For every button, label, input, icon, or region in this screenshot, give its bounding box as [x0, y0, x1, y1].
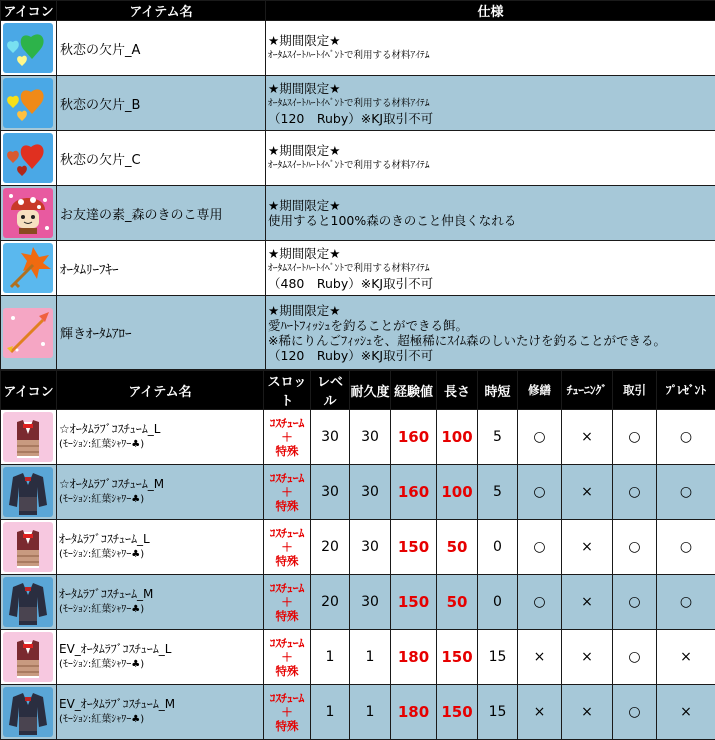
spec-line: ★期間限定★	[268, 143, 715, 158]
motion-name: (ﾓｰｼｮﾝ:紅葉ｼｬﾜｰ♣)	[59, 547, 263, 563]
repair-cell: ○	[518, 465, 562, 520]
costume-stats-table	[0, 370, 715, 740]
arrow-icon	[3, 308, 53, 358]
slot-line: ＋	[264, 650, 310, 664]
present-cell: ○	[657, 520, 715, 575]
icon-cell	[1, 630, 57, 685]
table-header	[1, 371, 715, 410]
slot-line: ＋	[264, 540, 310, 554]
repair-cell: ×	[518, 685, 562, 740]
len-cell: 50	[437, 520, 478, 575]
present-cell: ○	[657, 575, 715, 630]
spec-line: （480 Ruby）※KJ取引不可	[268, 276, 715, 291]
header-col-9: ﾁｭｰﾆﾝｸﾞ	[562, 371, 613, 410]
costume-name: ｵｰﾀﾑﾗﾌﾞｺｽﾁｭｰﾑ_M	[59, 586, 263, 602]
costume-name: ☆ｵｰﾀﾑﾗﾌﾞｺｽﾁｭｰﾑ_M	[59, 476, 263, 492]
mushroom-icon	[3, 188, 53, 238]
slot-line: ｺｽﾁｭｰﾑ	[264, 471, 310, 485]
tune-cell: ×	[562, 630, 613, 685]
spec-line: （120 Ruby）※KJ取引不可	[268, 111, 715, 126]
header-col-0: アイコン	[1, 371, 57, 410]
slot-line: ｺｽﾁｭｰﾑ	[264, 691, 310, 705]
item-name	[57, 465, 264, 520]
len-cell: 150	[437, 630, 478, 685]
spec-line: ★期間限定★	[268, 198, 715, 213]
spec-line: ｵｰﾀﾑｽｲｰﾄﾊｰﾄｲﾍﾞﾝﾄで利用する材料ｱｲﾃﾑ	[268, 158, 715, 173]
len-cell: 50	[437, 575, 478, 630]
header-col-10: 取引	[613, 371, 657, 410]
item-name: 秋恋の欠片_C	[57, 131, 266, 186]
item-name: お友達の素_森のきのこ専用	[57, 186, 266, 241]
spec-line: ★期間限定★	[268, 81, 715, 96]
costume-name: EV_ｵｰﾀﾑﾗﾌﾞｺｽﾁｭｰﾑ_L	[59, 641, 263, 657]
slot-cell	[264, 685, 311, 740]
time-cell: 5	[478, 465, 518, 520]
item-spec	[266, 76, 715, 131]
exp-cell: 160	[391, 465, 437, 520]
dur-cell: 30	[350, 575, 391, 630]
header-col-3: レベル	[311, 371, 350, 410]
icon-cell	[1, 76, 57, 131]
len-cell: 100	[437, 465, 478, 520]
tune-cell: ×	[562, 410, 613, 465]
item-spec	[266, 241, 715, 296]
table-row	[1, 685, 715, 740]
table-row	[1, 131, 715, 186]
slot-cell	[264, 630, 311, 685]
spec-line: ｵｰﾀﾑｽｲｰﾄﾊｰﾄｲﾍﾞﾝﾄで利用する材料ｱｲﾃﾑ	[268, 261, 715, 276]
table-row	[1, 296, 715, 370]
header-col-11: ﾌﾟﾚｾﾞﾝﾄ	[657, 371, 715, 410]
slot-line: 特殊	[264, 554, 310, 568]
item-name	[57, 630, 264, 685]
header-col-2: スロット	[264, 371, 311, 410]
motion-name: (ﾓｰｼｮﾝ:紅葉ｼｬﾜｰ♣)	[59, 492, 263, 508]
item-spec	[266, 296, 715, 370]
table-row	[1, 465, 715, 520]
slot-cell	[264, 520, 311, 575]
item-name: 秋恋の欠片_A	[57, 21, 266, 76]
header-col-6: 長さ	[437, 371, 478, 410]
header-item-name: アイテム名	[57, 1, 266, 21]
spec-line: 使用すると100%森のきのこと仲良くなれる	[268, 213, 715, 228]
dur-cell: 30	[350, 465, 391, 520]
table-row	[1, 186, 715, 241]
icon-cell	[1, 465, 57, 520]
exp-cell: 150	[391, 575, 437, 630]
table-row	[1, 630, 715, 685]
item-name	[57, 575, 264, 630]
slot-cell	[264, 410, 311, 465]
icon-cell	[1, 575, 57, 630]
tune-cell: ×	[562, 465, 613, 520]
slot-cell	[264, 465, 311, 520]
red-hearts-icon	[3, 133, 53, 183]
costume-name: ｵｰﾀﾑﾗﾌﾞｺｽﾁｭｰﾑ_L	[59, 531, 263, 547]
header-spec: 仕様	[266, 1, 715, 21]
pink-costume-icon	[3, 632, 53, 682]
header-col-8: 修繕	[518, 371, 562, 410]
len-cell: 100	[437, 410, 478, 465]
table-header	[1, 1, 715, 21]
icon-cell	[1, 131, 57, 186]
item-name: 輝きｵｰﾀﾑｱﾛｰ	[57, 296, 266, 370]
level-cell: 30	[311, 465, 350, 520]
slot-line: ＋	[264, 485, 310, 499]
dark-costume-icon	[3, 687, 53, 737]
table-row	[1, 575, 715, 630]
trade-cell: ○	[613, 685, 657, 740]
time-cell: 5	[478, 410, 518, 465]
icon-cell	[1, 21, 57, 76]
trade-cell: ○	[613, 410, 657, 465]
present-cell: ○	[657, 465, 715, 520]
costume-name: ☆ｵｰﾀﾑﾗﾌﾞｺｽﾁｭｰﾑ_L	[59, 421, 263, 437]
spec-line: ｵｰﾀﾑｽｲｰﾄﾊｰﾄｲﾍﾞﾝﾄで利用する材料ｱｲﾃﾑ	[268, 96, 715, 111]
exp-cell: 180	[391, 630, 437, 685]
spec-line: ※稀にりんごﾌｨｯｼｭを、超極稀にｽｲﾑ森のしいたけを釣ることができる。	[268, 333, 715, 348]
slot-line: 特殊	[264, 609, 310, 623]
slot-line: ｺｽﾁｭｰﾑ	[264, 416, 310, 430]
header-col-1: アイテム名	[57, 371, 264, 410]
icon-cell	[1, 685, 57, 740]
pink-costume-icon	[3, 522, 53, 572]
spec-line: ★期間限定★	[268, 246, 715, 261]
item-spec	[266, 21, 715, 76]
dur-cell: 30	[350, 520, 391, 575]
level-cell: 30	[311, 410, 350, 465]
time-cell: 15	[478, 630, 518, 685]
repair-cell: ○	[518, 410, 562, 465]
header-icon: アイコン	[1, 1, 57, 21]
time-cell: 15	[478, 685, 518, 740]
slot-line: ＋	[264, 595, 310, 609]
header-col-5: 経験値	[391, 371, 437, 410]
spec-line: ★期間限定★	[268, 33, 715, 48]
table-row	[1, 410, 715, 465]
item-name: 秋恋の欠片_B	[57, 76, 266, 131]
spec-line: 愛ﾊｰﾄﾌｨｯｼｭを釣ることができる餌。	[268, 318, 715, 333]
trade-cell: ○	[613, 575, 657, 630]
item-name	[57, 410, 264, 465]
level-cell: 20	[311, 575, 350, 630]
icon-cell	[1, 241, 57, 296]
slot-line: ｺｽﾁｭｰﾑ	[264, 636, 310, 650]
dur-cell: 30	[350, 410, 391, 465]
dark-costume-icon	[3, 467, 53, 517]
exp-cell: 160	[391, 410, 437, 465]
exp-cell: 150	[391, 520, 437, 575]
yellow-orange-hearts-icon	[3, 78, 53, 128]
pink-costume-icon	[3, 412, 53, 462]
repair-cell: ○	[518, 575, 562, 630]
dark-costume-icon	[3, 577, 53, 627]
present-cell: ×	[657, 630, 715, 685]
green-blue-hearts-icon	[3, 23, 53, 73]
present-cell: ○	[657, 410, 715, 465]
item-name: ｵｰﾀﾑﾘｰﾌｷｰ	[57, 241, 266, 296]
spec-line: ｵｰﾀﾑｽｲｰﾄﾊｰﾄｲﾍﾞﾝﾄで利用する材料ｱｲﾃﾑ	[268, 48, 715, 63]
slot-cell	[264, 575, 311, 630]
table-row	[1, 76, 715, 131]
icon-cell	[1, 520, 57, 575]
item-name	[57, 520, 264, 575]
len-cell: 150	[437, 685, 478, 740]
slot-line: 特殊	[264, 664, 310, 678]
spec-line: ★期間限定★	[268, 303, 715, 318]
present-cell: ×	[657, 685, 715, 740]
tune-cell: ×	[562, 575, 613, 630]
spec-line: （120 Ruby）※KJ取引不可	[268, 348, 715, 363]
costume-name: EV_ｵｰﾀﾑﾗﾌﾞｺｽﾁｭｰﾑ_M	[59, 696, 263, 712]
icon-cell	[1, 296, 57, 370]
slot-line: ＋	[264, 430, 310, 444]
header-col-7: 時短	[478, 371, 518, 410]
trade-cell: ○	[613, 520, 657, 575]
icon-cell	[1, 410, 57, 465]
autumn-leaf-key-icon	[3, 243, 53, 293]
time-cell: 0	[478, 575, 518, 630]
slot-line: 特殊	[264, 499, 310, 513]
time-cell: 0	[478, 520, 518, 575]
slot-line: 特殊	[264, 444, 310, 458]
level-cell: 1	[311, 685, 350, 740]
slot-line: ｺｽﾁｭｰﾑ	[264, 581, 310, 595]
motion-name: (ﾓｰｼｮﾝ:紅葉ｼｬﾜｰ♣)	[59, 437, 263, 453]
motion-name: (ﾓｰｼｮﾝ:紅葉ｼｬﾜｰ♣)	[59, 712, 263, 728]
exp-cell: 180	[391, 685, 437, 740]
item-name	[57, 685, 264, 740]
trade-cell: ○	[613, 465, 657, 520]
dur-cell: 1	[350, 685, 391, 740]
dur-cell: 1	[350, 630, 391, 685]
slot-line: ＋	[264, 705, 310, 719]
icon-cell	[1, 186, 57, 241]
motion-name: (ﾓｰｼｮﾝ:紅葉ｼｬﾜｰ♣)	[59, 657, 263, 673]
header-col-4: 耐久度	[350, 371, 391, 410]
tune-cell: ×	[562, 685, 613, 740]
repair-cell: ×	[518, 630, 562, 685]
table-row	[1, 21, 715, 76]
level-cell: 20	[311, 520, 350, 575]
table-row	[1, 520, 715, 575]
motion-name: (ﾓｰｼｮﾝ:紅葉ｼｬﾜｰ♣)	[59, 602, 263, 618]
item-spec	[266, 131, 715, 186]
trade-cell: ○	[613, 630, 657, 685]
slot-line: 特殊	[264, 719, 310, 733]
repair-cell: ○	[518, 520, 562, 575]
table-row	[1, 241, 715, 296]
slot-line: ｺｽﾁｭｰﾑ	[264, 526, 310, 540]
level-cell: 1	[311, 630, 350, 685]
tune-cell: ×	[562, 520, 613, 575]
item-spec	[266, 186, 715, 241]
